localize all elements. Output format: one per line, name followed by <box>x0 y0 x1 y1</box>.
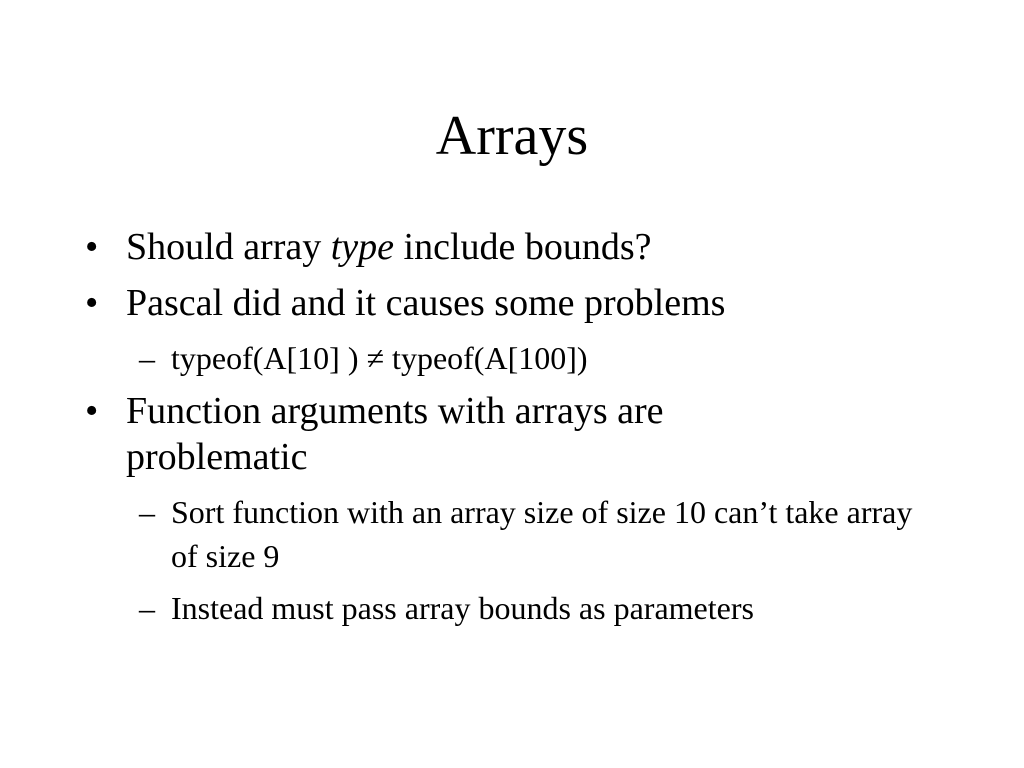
bullet-list <box>0 224 1024 638</box>
sub-bullet-text: Sort function with an array size of size 10 can’t take array of size 9 <box>171 494 913 574</box>
bullet-marker: • <box>85 282 99 324</box>
bullet-item <box>85 224 816 270</box>
bullet-item <box>85 388 816 480</box>
sub-bullet-item <box>139 336 941 380</box>
sub-bullet-marker: – <box>139 494 155 530</box>
sub-bullet-marker: – <box>139 590 155 626</box>
bullet-text-emphasis: type <box>330 226 395 268</box>
bullet-text: Function arguments with arrays are problematic <box>126 390 664 478</box>
bullet-text-part: Should array <box>126 226 331 268</box>
bullet-marker: • <box>85 226 99 268</box>
bullet-text-part: include bounds? <box>394 226 652 268</box>
bullet-text: Pascal did and it causes some problems <box>126 282 726 324</box>
sub-bullet-text: Instead must pass array bounds as parameters <box>171 590 754 626</box>
sub-bullet-text: typeof(A[10] ) ≠ typeof(A[100]) <box>171 340 588 376</box>
bullet-item <box>85 280 816 326</box>
sub-bullet-marker: – <box>139 340 155 376</box>
slide-title: Arrays <box>435 105 589 167</box>
sub-bullet-item <box>139 586 941 630</box>
sub-bullet-item <box>139 490 941 578</box>
bullet-marker: • <box>85 390 99 432</box>
